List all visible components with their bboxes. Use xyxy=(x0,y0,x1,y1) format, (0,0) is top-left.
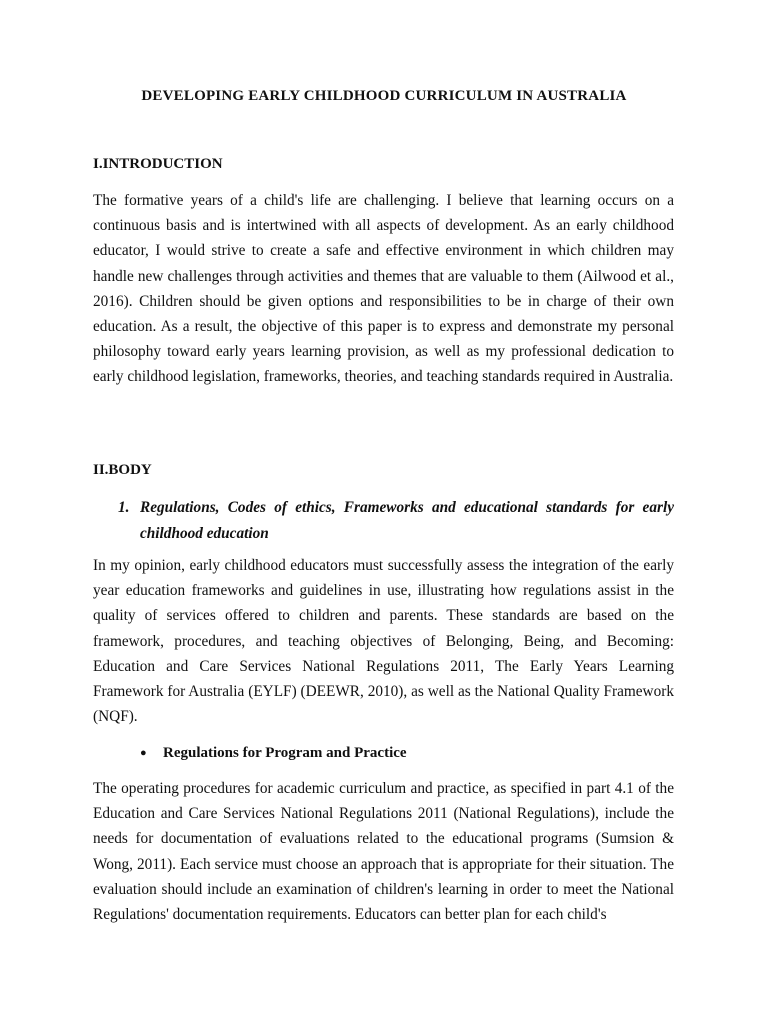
program-practice-paragraph: The operating procedures for academic curriculum and practice, as specified in part 4.1 of the Education and Care Services National Regulations 2011 (National Regulations), include the needs for documentation of evaluations related to the educational programs (Sumsion & Wong, 2011). Each service must choose an approach that is appropriate for their situation. The evaluation should include an examination of children's learning in order to meet the National Regulations' documentation requirements. Educators can better plan for each child's xyxy=(93,780,674,924)
body-heading: II.BODY xyxy=(93,462,152,478)
bullet-icon: ● xyxy=(140,747,147,759)
introduction-paragraph: The formative years of a child's life are challenging. I believe that learning occurs on a continuous basis and is intertwined with all aspects of development. As an early childhood educator, I would strive to create a safe and effective environment in which children may handle new challenges through activities and themes that are valuable to them (Ailwood et al., 2016). Children should be given options and responsibilities to be in charge of their own education. As a result, the objective of this paper is to express and demonstrate my personal philosophy toward early years learning provision, as well as my professional dedication to early childhood legislation, frameworks, theories, and teaching standards required in Australia. xyxy=(93,192,674,386)
section-1-heading xyxy=(118,495,674,546)
section-1-title: Regulations, Codes of ethics, Frameworks and educational standards for early childhood education xyxy=(140,499,674,542)
section-1-number: 1. xyxy=(118,499,130,516)
section-1-paragraph: In my opinion, early childhood educators must successfully assess the integration of the early year education frameworks and guidelines in use, illustrating how regulations assist in the quality of services offered to children and parents. These standards are based on the framework, procedures, and teaching objectives of Belonging, Being, and Becoming: Education and Care Services National Regulations 2011, The Early Years Learning Framework for Australia (EYLF) (DEEWR, 2010), as well as the National Quality Framework (NQF). xyxy=(93,557,674,726)
document-title: DEVELOPING EARLY CHILDHOOD CURRICULUM IN AUSTRALIA xyxy=(141,88,627,104)
introduction-heading: I.INTRODUCTION xyxy=(93,156,223,172)
bullet-label: Regulations for Program and Practice xyxy=(163,745,407,761)
